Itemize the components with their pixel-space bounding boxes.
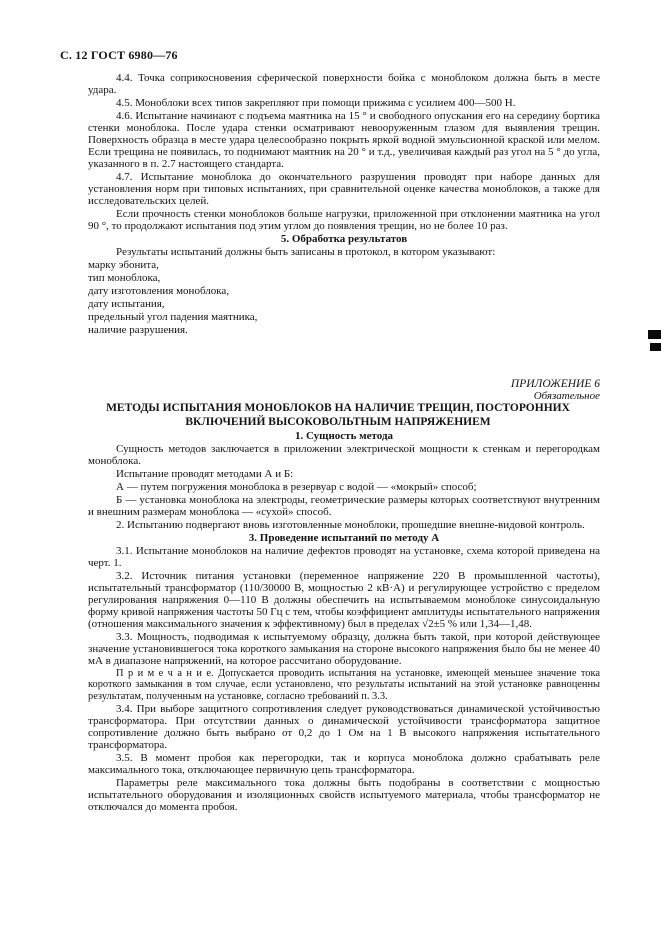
list-item: дату испытания, [88,297,165,310]
paragraph-3-4: 3.4. При выборе защитного сопротивления следует руководствоваться динамической устойчивостью трансформатора. При отсутствии данных о динамической устойчивости трансформатора защитное сопротивление должно быть выбрано от 0,2 до 1 Ом на 1 В высокого напряжения испытательного трансформатора. [88,703,600,751]
paragraph-4-6: 4.6. Испытание начинают с подъема маятника на 15 ° и свободного опускания его на середину бортика стенки моноблока. После удара стенки осматривают невооруженным глазом для выявления трещин. Поверхность образца в месте удара целесообразно покрыть яркой водной эмульсионной краской или мелом. Если трещина не появилась, то поднимают маятник на 20 ° и т.д., увеличивая каждый раз угол на 5 ° до угла, указанного в п. 2.7 настоящего стандарта. [88,109,600,170]
document-body [88,72,600,814]
annex-block [88,378,600,403]
section-heading-1: 1. Сущность метода [294,430,394,443]
paragraph-3-1: 3.1. Испытание моноблоков на наличие дефектов проводят на установке, схема которой приведена на черт. 1. [88,545,600,570]
section-heading-3: 3. Проведение испытаний по методу А [248,532,440,545]
paragraph-3-5-cont: Параметры реле максимального тока должны быть подобраны в соответствии с мощностью испытательного оборудования и изоляционных свойств испытуемого материала, чтобы трансформатор не отключался до момента пробоя. [88,776,600,813]
paragraph-3-5: 3.5. В момент пробоя как перегородки, так и корпуса моноблока должно срабатывать реле максимального тока, отключающее первичную цепь трансформатора. [88,751,600,776]
list-item: тип моноблока, [88,271,161,284]
paragraph-method-b: Б — установка моноблока на электроды, геометрические размеры которых соответствуют внутренним и внешним размерам моноблока — «сухой» способ. [88,494,600,519]
paragraph-2: 2. Испытанию подвергают вновь изготовленные моноблоки, прошедшие внешне-видовой контроль. [116,519,585,532]
page-header: С. 12 ГОСТ 6980—76 [60,48,178,62]
paragraph-4-5: 4.5. Моноблоки всех типов закрепляют при помощи прижима с усилием 400—500 Н. [116,96,516,109]
section-heading-5: 5. Обработка результатов [280,232,408,245]
paragraph-3-3: 3.3. Мощность, подводимая к испытуемому образцу, должна быть такой, при которой действующее значение установившегося тока короткого замыкания на стороне высокого напряжения было бы не менее 40 мА в диапазоне напряжений, на которое рассчитано оборудование. [88,631,600,668]
list-item: предельный угол падения маятника, [88,310,258,323]
annex-title: МЕТОДЫ ИСПЫТАНИЯ МОНОБЛОКОВ НА НАЛИЧИЕ ТРЕЩИН, ПОСТОРОННИХ ВКЛЮЧЕНИЙ ВЫСОКОВОЛЬТНЫМ НАПРЯЖЕНИЕМ [106,402,570,428]
scan-artifact [648,330,661,339]
paragraph-essence: Сущность методов заключается в приложении электрической мощности к стенкам и перегородкам моноблока. [88,443,600,468]
list-item: наличие разрушения. [88,323,188,336]
paragraph-4-7-cont: Если прочность стенки моноблоков больше нагрузки, приложенной при отклонении маятника на угол 90 °, то продолжают испытания под этим углом до появления трещин, но не более 10 раз. [88,207,600,232]
annex-kind: Обязательное [533,390,600,403]
scan-artifact [650,343,661,351]
paragraph-results-intro: Результаты испытаний должны быть записаны в протокол, в котором указывают: [116,245,496,258]
paragraph-4-7: 4.7. Испытание моноблока до окончательного разрушения проводят при наборе данных для установления норм при типовых испытаниях, при сравнительной оценке качества моноблоков, а также для исследовательских целей. [88,170,600,207]
list-item: марку эбонита, [88,258,159,271]
paragraph-3-2: 3.2. Источник питания установки (переменное напряжение 220 В промышленной частоты), испытательный трансформатор (110/30000 В, мощностью 2 кВ·А) и регулирующее устройство с пределом регулирования напряжения 0—110 В должны обеспечить на испытываемом моноблоке синусоидальную форму кривой напряжения частоты 50 Гц с тем, чтобы коэффициент амплитуды испытательного напряжения (отношения максимального значения к эффективному) был в пределах √2±5 % или 1,34—1,48. [88,570,600,631]
paragraph-method-a: А — путем погружения моноблока в резервуар с водой — «мокрый» способ; [116,481,477,494]
paragraph-note: П р и м е ч а н и е. Допускается проводить испытания на установке, имеющей меньшее значение тока короткого замыкания в том случае, если установлено, что результаты испытаний на этой установке равноценны результатам, полученным на установке, согласно требований п. 3.3. [88,668,600,702]
annex-name: ПРИЛОЖЕНИЕ 6 [510,377,600,390]
paragraph-methods: Испытание проводят методами А и Б: [116,468,294,481]
paragraph-4-4: 4.4. Точка соприкосновения сферической поверхности бойка с моноблоком должна быть в месте удара. [88,72,600,96]
list-item: дату изготовления моноблока, [88,284,230,297]
